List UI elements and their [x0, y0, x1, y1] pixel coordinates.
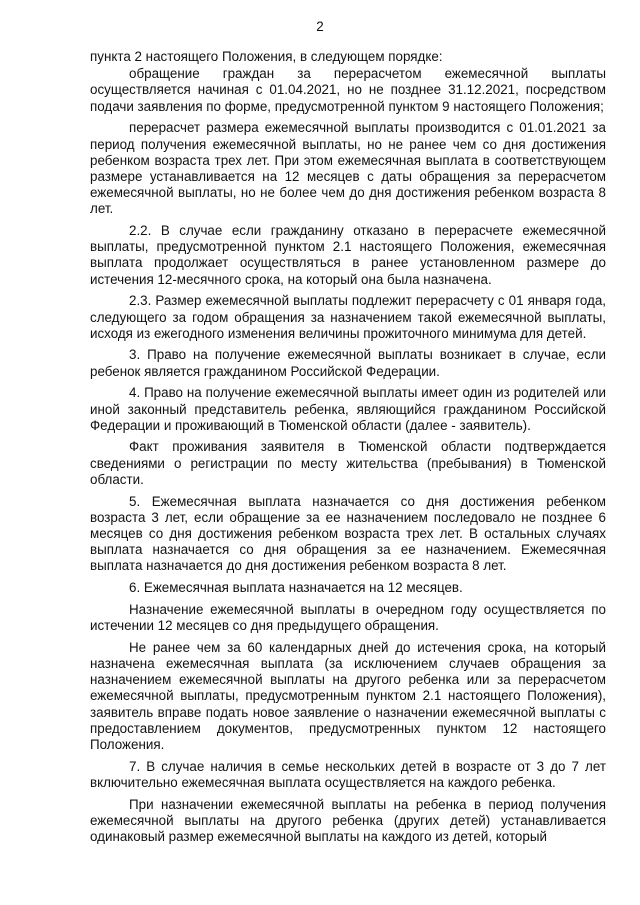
paragraph-residence: Факт проживания заявителя в Тюменской области подтверждается сведениями о регистрации по месту жительства (пребывания) в Тюменской области. [90, 439, 606, 487]
paragraph-5: 5. Ежемесячная выплата назначается со дня достижения ребенком возраста 3 лет, если обращение за ее назначением последовало не позднее 6 месяцев со дня достижения ребенком возраста трех лет. В остальных случаях выплата назначается со дня обращения за ее назначением. Ежемесячная выплата назначается до дня достижения ребенком возраста 8 лет. [90, 493, 606, 574]
paragraph-application-order: обращение граждан за перерасчетом ежемесячной выплаты осуществляется начиная с 01.04.2021, но не позднее 31.12.2021, посредством подачи заявления по форме, предусмотренной пунктом 9 настоящего Положения; [90, 66, 606, 114]
paragraph-6: 6. Ежемесячная выплата назначается на 12 месяцев. [129, 580, 463, 596]
paragraph-7: 7. В случае наличия в семье нескольких детей в возрасте от 3 до 7 лет включительно ежемесячная выплата осуществляется на каждого ребенка. [90, 758, 606, 790]
paragraph-new-application: Не ранее чем за 60 календарных дней до истечения срока, на который назначена ежемесячная выплата (за исключением случаев обращения за назначением ежемесячной выплаты на другого ребенка или за перерасчетом ежемесячной выплаты, предусмотренным пунктом 2.1 настоящего Положения), заявитель вправе подать новое заявление о назначении ежемесячной выплаты с предоставлением документов, предусмотренных пунктом 12 настоящего Положения. [90, 639, 606, 752]
paragraph-4: 4. Право на получение ежемесячной выплаты имеет один из родителей или иной законный представитель ребенка, являющийся гражданином Российской Федерации и проживающий в Тюменской области (далее - заявитель). [90, 385, 606, 433]
paragraph-3: 3. Право на получение ежемесячной выплаты возникает в случае, если ребенок является гражданином Российской Федерации. [90, 347, 606, 379]
document-body [90, 49, 606, 851]
paragraph-recalculation: перерасчет размера ежемесячной выплаты производится с 01.01.2021 за период получения ежемесячной выплаты, но не ранее чем со дня достижения ребенком возраста трех лет. При этом ежемесячная выплата в соответствующем размере устанавливается на 12 месяцев с даты обращения за перерасчетом ежемесячной выплаты, но не более чем до дня достижения ребенком возраста 8 лет. [90, 120, 606, 217]
page-number: 2 [316, 19, 324, 34]
paragraph-other-child: При назначении ежемесячной выплаты на ребенка в период получения ежемесячной выплаты на другого ребенка (других детей) устанавливается одинаковый размер ежемесячной выплаты на каждого из детей, который [90, 796, 606, 844]
paragraph-2-3: 2.3. Размер ежемесячной выплаты подлежит перерасчету с 01 января года, следующего за годом обращения за назначением такой ежемесячной выплаты, исходя из ежегодного изменения величины прожиточного минимума для детей. [90, 293, 606, 341]
paragraph-continuation: пункта 2 настоящего Положения, в следующем порядке: [90, 49, 443, 64]
paragraph-next-year: Назначение ежемесячной выплаты в очередном году осуществляется по истечении 12 месяцев со дня предыдущего обращения. [90, 601, 606, 633]
paragraph-2-2: 2.2. В случае если гражданину отказано в перерасчете ежемесячной выплаты, предусмотренной пунктом 2.1 настоящего Положения, ежемесячная выплата продолжает осуществляться в ранее установленном размере до истечения 12-месячного срока, на который она была назначена. [90, 223, 606, 287]
